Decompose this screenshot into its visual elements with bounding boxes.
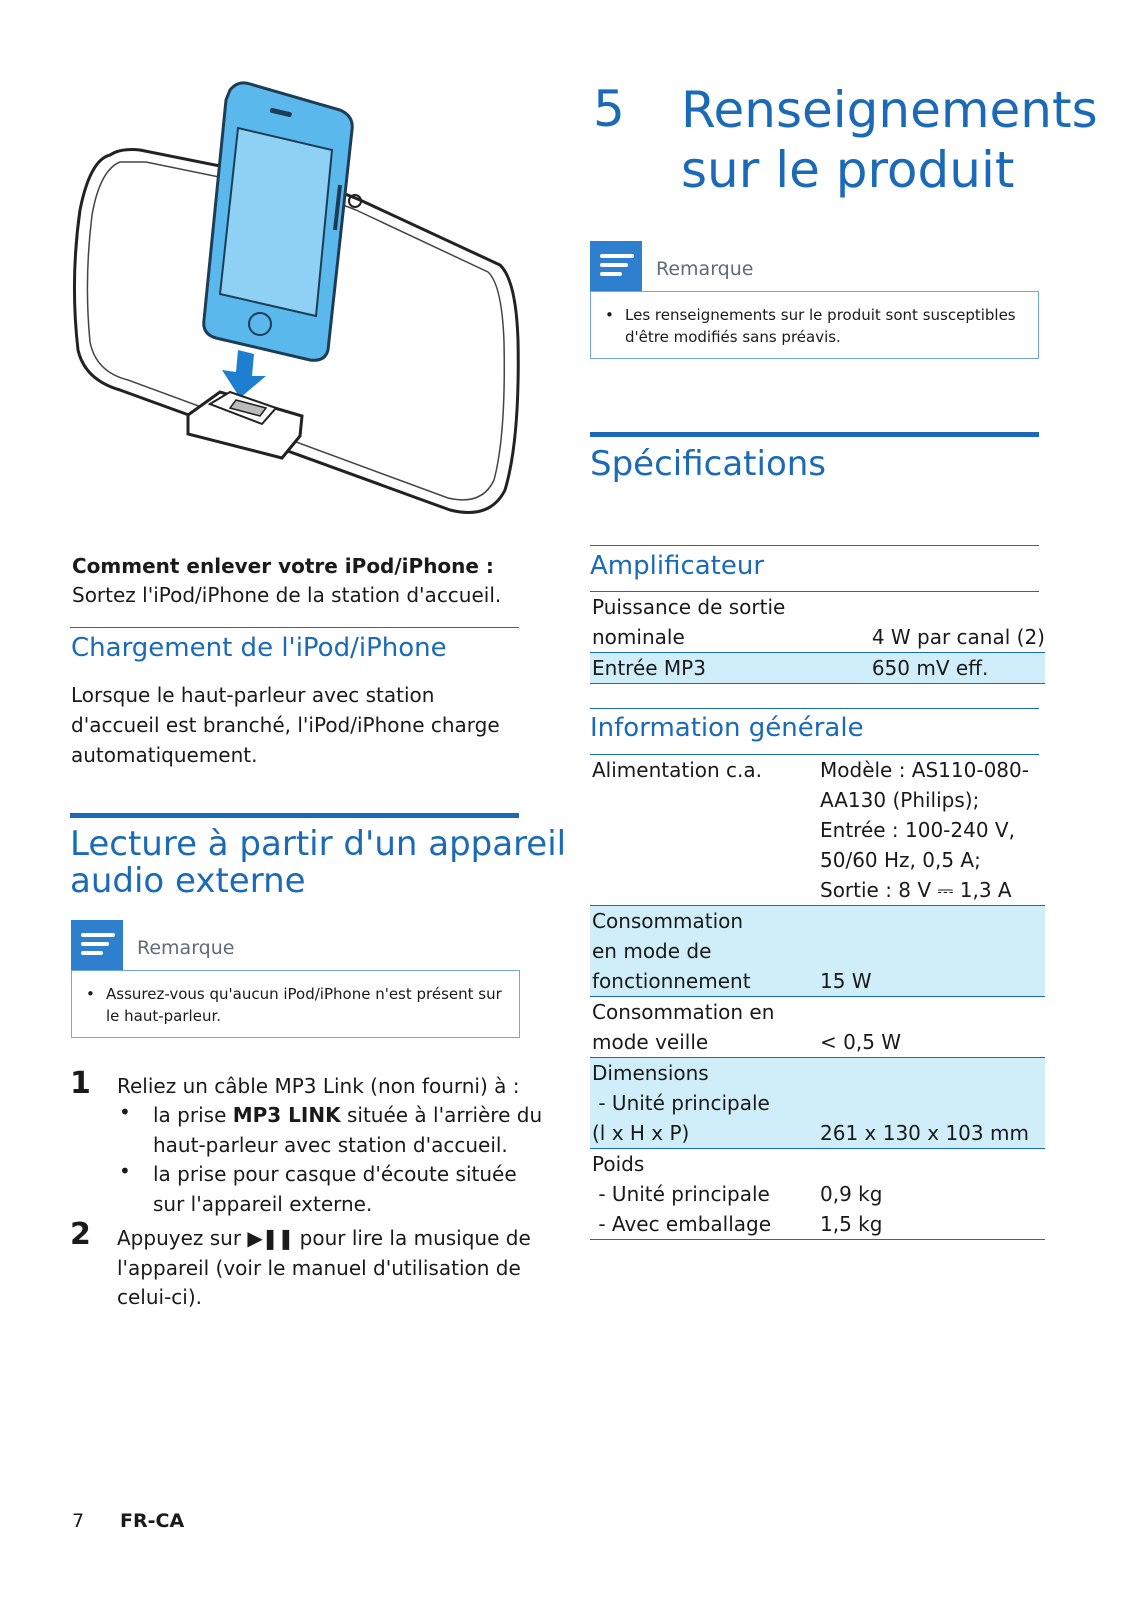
dock-illustration bbox=[70, 80, 540, 530]
step-number: 1 bbox=[70, 1066, 91, 1101]
charging-heading: Chargement de l'iPod/iPhone bbox=[71, 633, 447, 663]
table-row: Consommation en mode veille < 0,5 W bbox=[590, 997, 1045, 1058]
language-code: FR-CA bbox=[120, 1510, 185, 1532]
amp-heading: Amplificateur bbox=[590, 551, 765, 581]
chapter-title: Renseignements sur le produit bbox=[681, 81, 1098, 199]
specs-heading: Spécifications bbox=[590, 444, 827, 484]
step-text: Appuyez sur ▶❚❚ pour lire la musique de bbox=[117, 1226, 531, 1250]
table-row: Alimentation c.a. Modèle : AS110-080- AA130 (Philips); Entrée : 100-240 V, 50/60 Hz, 0,5 A; Sortie : 8 V ⎓ 1,3 A bbox=[590, 755, 1045, 906]
divider bbox=[590, 545, 1039, 546]
amp-table bbox=[590, 592, 1045, 684]
chapter-number: 5 bbox=[593, 80, 625, 138]
note-box: • Assurez-vous qu'aucun iPod/iPhone n'est présent sur le haut-parleur. bbox=[71, 970, 520, 1038]
section-rule bbox=[590, 432, 1039, 437]
section-rule bbox=[70, 813, 519, 818]
table-row: Entrée MP3 650 mV eff. bbox=[590, 653, 1045, 684]
play-pause-icon: ▶❚❚ bbox=[247, 1226, 294, 1250]
step-number: 2 bbox=[70, 1217, 91, 1252]
table-row: Poids - Unité principale - Avec emballage 0,9 kg 1,5 kg bbox=[590, 1149, 1045, 1240]
step-bullet: la prise MP3 LINK située à l'arrière du bbox=[153, 1103, 543, 1127]
step-bullet: la prise pour casque d'écoute située bbox=[153, 1162, 517, 1186]
iphone-graphic bbox=[204, 83, 353, 360]
divider bbox=[590, 708, 1039, 709]
note-left bbox=[71, 920, 520, 1038]
page-number: 7 bbox=[72, 1510, 85, 1532]
note-icon bbox=[590, 241, 642, 291]
table-row: Puissance de sortie nominale 4 W par canal (2) bbox=[590, 592, 1045, 653]
divider bbox=[70, 627, 519, 628]
note-label: Remarque bbox=[656, 258, 754, 280]
remove-title: Comment enlever votre iPod/iPhone : bbox=[72, 554, 494, 578]
note-icon bbox=[71, 920, 123, 970]
remove-text: Sortez l'iPod/iPhone de la station d'accueil. bbox=[72, 583, 502, 607]
table-row: Consommation en mode de fonctionnement 15 W bbox=[590, 906, 1045, 997]
charging-paragraph: Lorsque le haut-parleur avec station d'accueil est branché, l'iPod/iPhone charge automatiquement. bbox=[71, 683, 500, 767]
external-audio-heading: Lecture à partir d'un appareil audio externe bbox=[70, 824, 567, 901]
general-table bbox=[590, 755, 1045, 1240]
general-heading: Information générale bbox=[590, 713, 864, 743]
table-row: Dimensions - Unité principale (l x H x P) 261 x 130 x 103 mm bbox=[590, 1058, 1045, 1149]
note-label: Remarque bbox=[137, 937, 235, 959]
note-box: • Les renseignements sur le produit sont susceptibles d'être modifiés sans préavis. bbox=[590, 291, 1039, 359]
step-text: Reliez un câble MP3 Link (non fourni) à : bbox=[117, 1074, 520, 1098]
note-right bbox=[590, 241, 1039, 359]
